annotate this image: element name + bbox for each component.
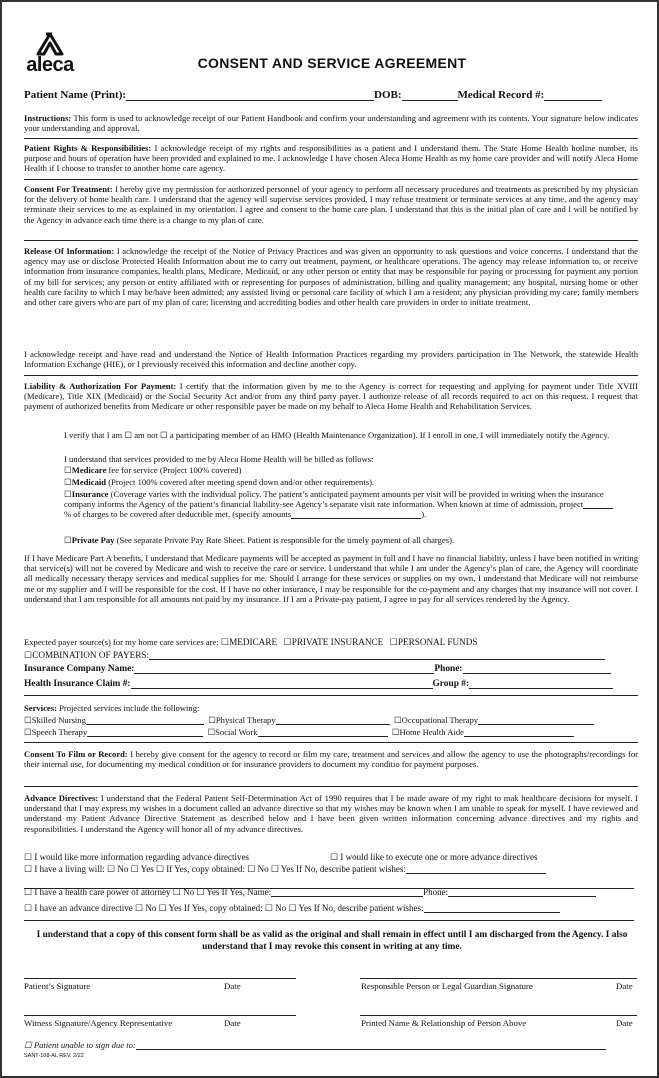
payer-label: Expected payer source(s) for my home care services are: (24, 637, 221, 647)
advance-directives-section (24, 793, 638, 834)
dob-label: DOB: (374, 89, 402, 101)
insurance-phone-label: Phone: (434, 664, 463, 674)
billing-option-label: Insurance (71, 489, 109, 499)
hmo-pre-text: I verify that I am (64, 430, 125, 440)
billing-option-text: (See separate Private Pay Rate Sheet. Patient is responsible for the timely payment of all charges). (114, 535, 455, 545)
payer-combination-checkbox[interactable]: ☐COMBINATION OF PAYERS: (24, 650, 149, 660)
speech-therapy-field[interactable] (87, 727, 203, 737)
billing-option-private-pay (64, 535, 624, 545)
rights-text: I acknowledge receipt of my rights and responsibilities as a patient and I understand them. The State Home Health hotline number, its purpose and hours of operation have been provided and explained to me. I acknowledge I have chosen Aleca Home Health as my home care provider and will notify Aleca Home Health if I choose to transfer to another home care agency. (24, 143, 638, 174)
payer-source-line (24, 637, 477, 647)
living-will-line (24, 864, 546, 874)
physical-therapy-checkbox[interactable]: ☐Physical Therapy (208, 715, 276, 725)
amounts-field[interactable] (291, 509, 421, 519)
divider (24, 179, 638, 180)
divider (24, 786, 638, 787)
liability-text: I certify that the information given by me to the Agency is correct for requesting and applying for payment under Title XVIII (Medicare), Title XIX (Medicaid) or the Social Security Act and/or from any third party payer. I authorize release of all records required to act on this request. I request that payment of authorized benefits from Medicare or other responsible payer be made on my behalf to Aleca Home Health and Rehabilitation Services. (24, 381, 638, 412)
home-health-aide-field[interactable] (464, 727, 574, 737)
occupational-therapy-checkbox[interactable]: ☐Occupational Therapy (393, 715, 479, 725)
services-label: Services: (24, 703, 57, 713)
liability-section (24, 381, 638, 412)
private-pay-checkbox[interactable]: ☐ (64, 535, 72, 545)
combination-field[interactable] (149, 650, 605, 660)
medicare-paragraph: If I have Medicare Part A benefits, I understand that Medicare payments will be accepted as payment in full and I have no financial liability, unless I have been notified in writing that service(s) will not be covered by Medicare and wish to receive the care or service. I understand that while I am under the Agency’s plan of care, the Agency will coordinate all medically necessary therapy services and medical supplies for me. Should I arrange for these services or supplies on my own, I understand that Medicare will not reimburse me or my supplier and I will be responsible for the cost. If I have no other insurance, I may be responsible for the co-payment and any charges that my insurance will not cover. I understand that I am responsible for all amounts not paid by my insurance. If I am a Private-pay patient, I agree to pay for all services rendered by the Agency. (24, 553, 638, 604)
living-will-text[interactable]: ☐ I have a living will: ☐ No ☐ Yes ☐ If Yes, copy obtained: ☐ No ☐ Yes If No, describe patient wishes: (24, 864, 406, 874)
date-label: Date (616, 981, 633, 991)
witness-signature-line[interactable] (24, 1015, 296, 1016)
aleca-logo (22, 32, 78, 74)
medicare-checkbox[interactable]: ☐ (64, 465, 72, 475)
insurance-checkbox[interactable]: ☐ (64, 489, 72, 499)
treatment-section (24, 184, 638, 225)
hmo-am-checkbox[interactable]: ☐ (124, 430, 133, 440)
advance-text: I understand that the Federal Patient Self-Determination Act of 1990 requires that I be made aware of my right to mak healthcare decisions for myself. I understand that I may express my wishes in a document called an advance directive so that my wishes may be known when I am unable to speak for myself. I have reviewed and understand my Patient Advance Directive Statement as described below and I have been given written information concerning advance directives and my rights and responsibilities. I understand the Agency will honor all of my advance directives. (24, 793, 638, 834)
billing-option-label: Medicaid (71, 477, 107, 487)
billing-option-text: (Project 100% covered after meeting spend down and/or other requirements). (106, 477, 375, 487)
unable-to-sign-checkbox[interactable]: ☐ Patient unable to sign due to: (24, 1040, 136, 1050)
instructions-label: Instructions: (24, 113, 72, 123)
payer-personal-funds-checkbox[interactable]: ☐PERSONAL FUNDS (389, 637, 478, 647)
social-work-checkbox[interactable]: ☐Social Work (207, 727, 258, 737)
dob-field[interactable] (402, 89, 458, 101)
poa-line (24, 887, 596, 897)
divider (24, 138, 638, 139)
patient-signature-line[interactable] (24, 978, 296, 979)
release-text: I acknowledge the receipt of the Notice of Privacy Practices and was given an opportunity to ask questions and voice concerns. I understand that the agency may use or disclose Protected Health Information about me to carry out treatment, payment, or healthcare operations. The agency may release information to, or receive information from insurance companies, health plans, Medicare, Medicaid, or any other person or entity that may be responsible for paying or processing for payment any portion of my bill for services; any person or entity affiliated with or representing for purposes of administration, billing and quality management; any hospital, nursing home or other health care facility to which I may be/have been admitted; any assisted living or personal care facility of which I am a resident; any physician providing my care; family members and other care givers who are part of my plan of care; licensing and accrediting bodies and other health care providers in order to initiate treatment. (24, 246, 638, 308)
percent-field[interactable] (583, 499, 613, 509)
patient-info-line (24, 89, 602, 101)
blank-line (24, 911, 634, 921)
skilled-nursing-checkbox[interactable]: ☐Skilled Nursing (24, 715, 86, 725)
billing-option-label: Private Pay (71, 535, 115, 545)
insurance-company-line (24, 664, 611, 674)
divider (24, 240, 638, 241)
film-section (24, 749, 638, 769)
ad-execute-checkbox[interactable]: ☐ I would like to execute one or more advance directives (330, 852, 538, 862)
treatment-label: Consent For Treatment: (24, 184, 113, 194)
acknowledgement-text: I understand that a copy of this consent form shall be as valid as the original and shall remain in effect until I am discharged from the Agency. I also understand that I may revoke this consent in writing at any time. (36, 930, 628, 952)
date-label: Date (224, 1018, 241, 1028)
guardian-signature-line[interactable] (360, 978, 637, 979)
services-intro (24, 703, 199, 713)
group-number-field[interactable] (469, 679, 613, 689)
services-row (24, 715, 594, 725)
film-label: Consent To Film or Record: (24, 749, 128, 759)
guardian-signature-label: Responsible Person or Legal Guardian Signature (361, 981, 533, 991)
form-title: CONSENT AND SERVICE AGREEMENT (197, 55, 467, 71)
treatment-text: I hereby give my permission for authorized personnel of your agency to perform all necessary procedures and treatments as prescribed by my physician for the delivery of home health care. I understand that the agency will supervise services provided, I may refuse treatment or terminate services at any time, and the agency may terminate their services to me as explained in my orientation. I agree and consent to the home care plan. I understand that this is the initial plan of care and I will be notified by the Agency in advance each time there is a change to my plan of care. (24, 184, 638, 225)
payer-medicare-checkbox[interactable]: ☐MEDICARE (220, 637, 278, 647)
speech-therapy-checkbox[interactable]: ☐Speech Therapy (24, 727, 88, 737)
ad-wishes-field-2[interactable] (24, 911, 634, 921)
hmo-mid-text: am not (132, 430, 161, 440)
services-intro-text: Projected services include the following: (56, 703, 200, 713)
living-will-wishes-field[interactable] (406, 864, 546, 874)
logo-text: aleca (26, 54, 74, 76)
instructions-text: This form is used to acknowledge receipt of our Patient Handbook and confirm your understanding and agreement with its contents. Your signature below indicates your understanding and approval. (24, 113, 638, 134)
release-section (24, 246, 638, 307)
claim-number-field[interactable] (131, 679, 433, 689)
billing-option-text: % of charges to be covered after deductible met. (specify amounts (64, 509, 292, 519)
mrn-field[interactable] (544, 89, 602, 101)
printed-name-label: Printed Name & Relationship of Person Above (361, 1018, 527, 1028)
billing-option-text: (Coverage varies with the individual policy. The patient’s anticipated payment amounts per visit will be provided in writing when the insurance company informs the Agency of the patient’s financial liability-see Agency’s separate visit rate information. When known at time of admission, project (64, 489, 604, 509)
ad-more-info-checkbox[interactable]: ☐ I would like more information regarding advance directives (24, 852, 249, 862)
medicaid-checkbox[interactable]: ☐ (64, 477, 72, 487)
mrn-label: Medical Record #: (457, 89, 545, 101)
rights-section (24, 143, 638, 174)
patient-name-label: Patient Name (Print): (24, 89, 127, 101)
poa-text[interactable]: ☐ I have a health care power of attorney ☐ No ☐ Yes If Yes, Name: (24, 887, 272, 897)
printed-name-line[interactable] (360, 1015, 637, 1016)
billing-option-label: Medicare (71, 465, 107, 475)
divider (24, 375, 638, 376)
form-code: SANT-108-AL REV. 2/22 (24, 1053, 84, 1059)
instructions-section (24, 113, 638, 133)
group-number-label: Group #: (432, 679, 470, 689)
liability-label: Liability & Authorization For Payment: (24, 381, 177, 391)
hmo-post-text: a participating member of an HMO (Health Maintenance Organization). If I enroll in one, I will immediately notify the Agency. (167, 430, 610, 440)
divider (24, 742, 638, 743)
witness-signature-label: Witness Signature/Agency Representative (24, 1018, 173, 1028)
aleca-logo-mark-icon (35, 32, 65, 56)
release-label: Release Of Information: (24, 246, 115, 256)
payer-private-insurance-checkbox[interactable]: ☐PRIVATE INSURANCE (283, 637, 384, 647)
claim-number-label: Health Insurance Claim #: (24, 679, 131, 689)
billing-option-medicaid (64, 477, 624, 487)
billing-option-medicare (64, 465, 624, 475)
insurance-claim-line (24, 679, 613, 689)
poa-name-field[interactable] (271, 887, 423, 897)
unable-to-sign-line (24, 1040, 606, 1050)
advance-directive-text[interactable]: ☐ I have an advance directive ☐ No ☐ Yes If Yes, copy obtained: ☐ No ☐ Yes If No, describe patient wishes: (24, 903, 424, 913)
hmo-am-not-checkbox[interactable]: ☐ (160, 430, 168, 440)
unable-reason-field[interactable] (136, 1040, 606, 1050)
film-text: I hereby give consent for the agency to record or film my care, treatment and services and allow the agency to use the photographs/recordings for their internal use, for documenting my medical condition or for insurance providers to document my conditio for payment purposes. (24, 749, 638, 770)
insurance-company-label: Insurance Company Name: (24, 664, 135, 674)
physical-therapy-field[interactable] (276, 715, 390, 725)
hie-section: I acknowledge receipt and have read and understand the Notice of Health Information Practices regarding my providers participation in The Network, the statewide Health Information Exchange (HIE), or I previously received this information and decline another copy. (24, 349, 638, 370)
social-work-field[interactable] (258, 727, 388, 737)
advance-label: Advance Directives: (24, 793, 99, 803)
insurance-company-field[interactable] (134, 664, 434, 674)
rights-label: Patient Rights & Responsibilities: (24, 143, 152, 153)
poa-phone-field[interactable] (448, 887, 596, 897)
occupational-therapy-field[interactable] (478, 715, 594, 725)
date-label: Date (616, 1018, 633, 1028)
date-label: Date (224, 981, 241, 991)
home-health-aide-checkbox[interactable]: ☐Home Health Aide (391, 727, 464, 737)
billing-option-insurance (64, 489, 618, 519)
patient-name-field[interactable] (126, 89, 374, 101)
billing-option-text: ). (421, 509, 427, 519)
hmo-statement (64, 430, 624, 440)
billed-intro: I understand that services provided to me by Aleca Home Health will be billed as follows: (64, 454, 374, 464)
services-row (24, 727, 574, 737)
payer-combination-line (24, 650, 605, 660)
billing-option-text: fee for service (Project 100% covered) (106, 465, 242, 475)
patient-signature-label: Patient’s Signature (24, 981, 91, 991)
divider (24, 695, 638, 696)
poa-phone-label: Phone: (423, 887, 449, 897)
insurance-phone-field[interactable] (463, 664, 611, 674)
skilled-nursing-field[interactable] (86, 715, 204, 725)
